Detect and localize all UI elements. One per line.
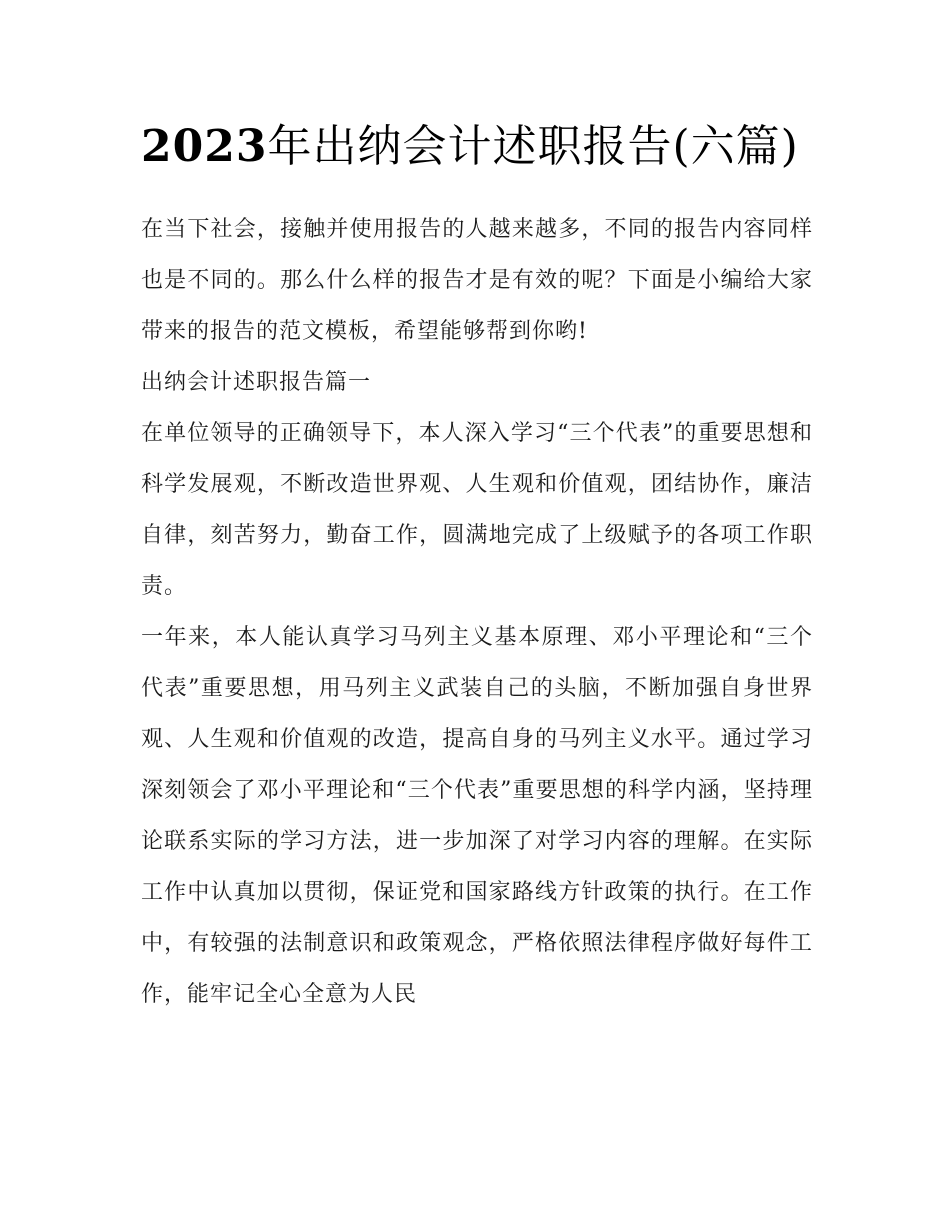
section-heading: 出纳会计述职报告篇一: [141, 370, 372, 395]
title-text: 年出纳会计述职报告(六篇): [267, 121, 799, 172]
title-year: 2023: [141, 121, 268, 172]
body-paragraph-1: 在单位领导的正确领导下，本人深入学习“三个代表”的重要思想和科学发展观，不断改造世界观、人生观和价值观，团结协作，廉洁自律，刻苦努力，勤奋工作，圆满地完成了上级赋予的各项工作职责。: [141, 421, 813, 599]
document-body: [141, 112, 813, 1020]
intro-paragraph: 在当下社会，接触并使用报告的人越来越多，不同的报告内容同样也是不同的。那么什么样的报告才是有效的呢？下面是小编给大家带来的报告的范文模板，希望能够帮到你哟!: [141, 217, 813, 344]
body-paragraph-2: 一年来，本人能认真学习马列主义基本原理、邓小平理论和“三个代表”重要思想，用马列主义武装自己的头脑，不断加强自身世界观、人生观和价值观的改造，提高自身的马列主义水平。通过学习深刻领会了邓小平理论和“三个代表”重要思想的科学内涵，坚持理论联系实际的学习方法，进一步加深了对学习内容的理解。在实际工作中认真加以贯彻，保证党和国家路线方针政策的执行。在工作中，有较强的法制意识和政策观念，严格依照法律程序做好每件工作，能牢记全心全意为人民: [141, 625, 813, 1007]
document-title: [141, 112, 813, 182]
